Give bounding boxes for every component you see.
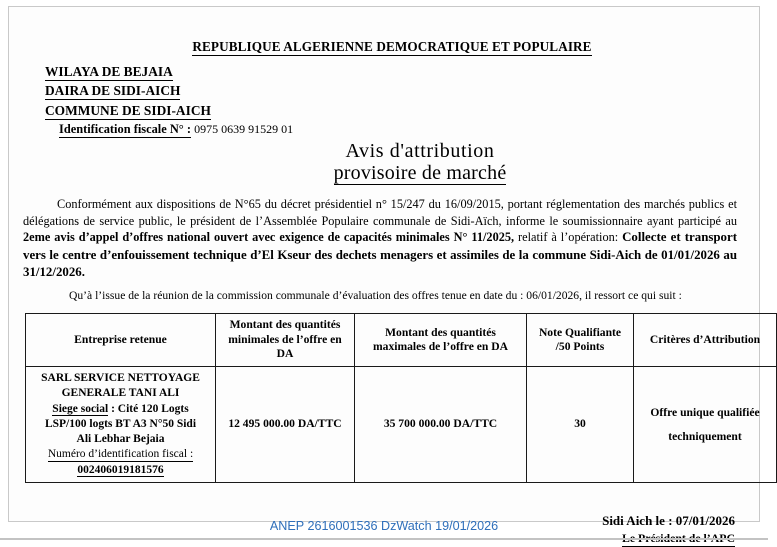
header-montant-max <box>355 314 527 367</box>
intro-bold-tender: 2eme avis d’appel d’offres national ouvert avec exigence de capacités minimales N° 11/2025, <box>23 230 515 245</box>
cell-montant-min: 12 495 000.00 DA/TTC <box>216 367 355 483</box>
header-note <box>527 314 634 367</box>
commune-text: COMMUNE DE SIDI-AICH <box>45 102 211 118</box>
entreprise-name-l2: GENERALE TANI ALI <box>61 387 180 400</box>
republic-heading-text: REPUBLIQUE ALGERIENNE DEMOCRATIQUE ET POPULAIRE <box>192 39 592 54</box>
cell-note: 30 <box>527 367 634 483</box>
entreprise-address-l2: LSP/100 logts BT A3 N°50 Sidi <box>44 417 197 430</box>
page-title <box>23 140 751 186</box>
header-montant-min-l3: DA <box>276 347 294 361</box>
page-title-line1: Avis d'attribution <box>345 139 495 162</box>
entreprise-details <box>29 371 212 478</box>
criteres-line2: techniquement <box>668 429 742 443</box>
wilaya-text: WILAYA DE BEJAIA <box>45 64 173 79</box>
republic-heading <box>33 39 751 55</box>
header-montant-min-l1: Montant des quantités <box>229 318 341 332</box>
entreprise-address-l1 <box>29 402 212 417</box>
footer-divider <box>0 538 768 540</box>
siege-social-value: : Cité 120 Logts <box>108 402 189 415</box>
wilaya-line <box>45 65 751 78</box>
header-montant-max-l2: maximales de l’offre en DA <box>372 340 508 354</box>
entreprise-fiscal-number-text: 002406019181576 <box>77 463 164 476</box>
header-montant-min-l2: minimales de l’offre en <box>228 332 342 346</box>
criteres-line1: Offre unique qualifiée <box>650 406 760 420</box>
fiscal-identification-line <box>59 123 751 135</box>
header-montant-max-l1: Montant des quantités <box>385 325 496 339</box>
results-table-wrapper <box>25 313 761 483</box>
results-table <box>25 313 777 483</box>
header-criteres: Critères d’Attribution <box>634 314 777 367</box>
header-note-l1: Note Qualifiante <box>538 325 622 339</box>
administrative-block <box>45 65 751 136</box>
page-title-line2: provisoire de marché <box>333 162 507 185</box>
intro-text-part1: Conformément aux dispositions de N°65 du décret présidentiel n° 15/247 du 16/09/2015, portant réglementation des marchés publics et délégations de service public, le président de l’Assemblée Populaire communale de Sidi-Aïch, informe le soumissionnaire ayant participé au <box>23 197 737 228</box>
entreprise-name-l1: SARL SERVICE NETTOYAGE <box>41 372 200 385</box>
signature-place-date: Sidi Aich le : 07/01/2026 <box>602 513 735 528</box>
entreprise-address-l3: Ali Lebhar Bejaia <box>76 433 165 446</box>
siege-social-label: Siege social <box>52 402 109 415</box>
commission-paragraph: Qu’à l’issue de la réunion de la commission communale d’évaluation des offres tenue en date du : 06/01/2026, il ressort ce qui suit : <box>69 289 682 303</box>
intro-bold-operation: Collecte et transport vers le centre d’enfouissement technique d’El Kseur des dechets menagers et assimiles de la commune Sidi-Aich de 01/01/2026 au 31/12/2026. <box>23 230 738 279</box>
entreprise-fiscal-label <box>29 447 212 462</box>
table-row <box>26 367 777 483</box>
daira-text: DAIRA DE SIDI-AICH <box>45 83 181 99</box>
header-note-l2: /50 Points <box>555 340 605 354</box>
cell-montant-max: 35 700 000.00 DA/TTC <box>355 367 527 483</box>
fiscal-label: Identification fiscale N° : <box>59 122 191 137</box>
intro-paragraph <box>23 196 751 281</box>
daira-line <box>45 84 751 97</box>
entreprise-fiscal-number <box>29 463 212 478</box>
cell-criteres <box>634 367 777 483</box>
commune-line <box>45 104 751 117</box>
intro-text-part2: relatif à l’opération: <box>514 230 623 245</box>
entreprise-fiscal-label-text: Numéro d’identification fiscal : <box>47 448 194 461</box>
fiscal-value: 0975 0639 91529 01 <box>194 122 294 137</box>
anep-footer: ANEP 2616001536 DzWatch 19/01/2026 <box>269 519 499 533</box>
header-montant-min <box>216 314 355 367</box>
header-entreprise: Entreprise retenue <box>26 314 216 367</box>
table-header-row <box>26 314 777 367</box>
cell-entreprise <box>26 367 216 483</box>
